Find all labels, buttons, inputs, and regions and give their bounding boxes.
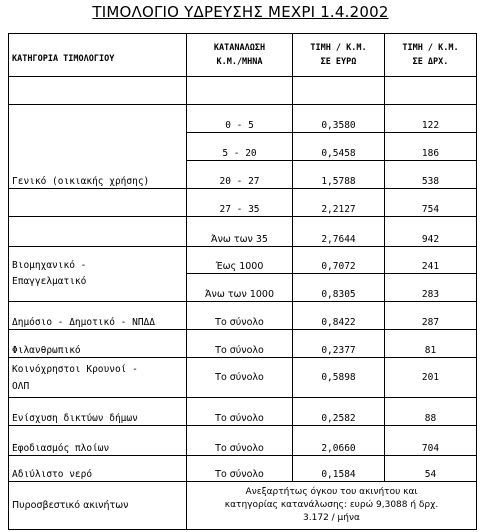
price-drx-cell: 122 — [385, 105, 477, 133]
price-drx-cell: 283 — [385, 274, 477, 302]
range-cell: Το σύνολο — [187, 330, 293, 358]
table-row — [9, 217, 477, 247]
empty-cell — [293, 77, 385, 105]
category-public-taps-line2: ΟΛΠ — [12, 380, 30, 392]
table-row — [9, 302, 477, 330]
price-drx-cell: 186 — [385, 133, 477, 161]
price-drx-cell: 287 — [385, 302, 477, 330]
header-price-eur — [293, 34, 385, 77]
price-eur-cell: 0,7072 — [293, 247, 385, 274]
price-drx-cell: 81 — [385, 330, 477, 358]
range-cell: 27 - 35 — [187, 189, 293, 217]
fire-note-line1: Ανεξαρτήτως όγκου του ακινήτου και — [245, 487, 418, 497]
category-general: Γενικό (οικιακής χρήσης) — [9, 105, 187, 189]
price-eur-cell: 0,5898 — [293, 358, 385, 398]
table-row — [9, 189, 477, 217]
range-cell: Το σύνολο — [187, 426, 293, 456]
category-public-taps — [9, 358, 187, 398]
header-price-eur-line2: ΣΕ ΕΥΡΩ — [320, 57, 357, 67]
empty-cell — [9, 189, 187, 217]
price-eur-cell: 0,2582 — [293, 398, 385, 426]
price-eur-cell: 2,0660 — [293, 426, 385, 456]
table-header-row — [9, 34, 477, 77]
price-drx-cell: 88 — [385, 398, 477, 426]
fire-protection-note — [187, 482, 477, 530]
price-eur-cell: 0,2377 — [293, 330, 385, 358]
price-eur-cell: 0,3580 — [293, 105, 385, 133]
price-eur-cell: 2,2127 — [293, 189, 385, 217]
price-drx-cell: 201 — [385, 358, 477, 398]
table-row — [9, 358, 477, 398]
category-industrial — [9, 247, 187, 302]
category-ship-supply: Εφοδιασμός πλοίων — [9, 426, 187, 456]
empty-cell — [9, 77, 187, 105]
header-price-drx-line2: ΣΕ ΔΡΧ. — [412, 57, 449, 67]
range-cell: Το σύνολο — [187, 302, 293, 330]
category-charity: Φιλανθρωπικό — [9, 330, 187, 358]
range-cell: 5 - 20 — [187, 133, 293, 161]
range-cell: Το σύνολο — [187, 456, 293, 482]
header-consumption-line1: ΚΑΤΑΝΑΛΩΣΗ — [213, 43, 266, 53]
price-drx-cell: 704 — [385, 426, 477, 456]
category-network-support: Ενίσχυση δικτύων δήμων — [9, 398, 187, 426]
fire-note-line2: κατηγορίας κατανάλωσης: ευρώ 9,3088 ή δρχ. — [224, 500, 439, 510]
price-eur-cell: 0,8422 — [293, 302, 385, 330]
range-cell: Άνω των 35 — [187, 217, 293, 247]
header-consumption — [187, 34, 293, 77]
table-row — [9, 105, 477, 133]
category-industrial-line2: Επαγγελματικό — [12, 276, 87, 287]
table-row — [9, 330, 477, 358]
price-eur-cell: 0,1584 — [293, 456, 385, 482]
table-row — [9, 398, 477, 426]
price-drx-cell: 241 — [385, 247, 477, 274]
table-row — [9, 456, 477, 482]
header-price-drx-line1: ΤΙΜΗ / Κ.Μ. — [402, 43, 459, 53]
empty-cell — [187, 77, 293, 105]
price-drx-cell: 54 — [385, 456, 477, 482]
header-price-eur-line1: ΤΙΜΗ / Κ.Μ. — [310, 43, 367, 53]
table-row — [9, 482, 477, 530]
tariff-table — [8, 33, 477, 530]
category-public: Δημόσιο - Δημοτικό - ΝΠΔΔ — [9, 302, 187, 330]
header-category: ΚΑΤΗΓΟΡΙΑ ΤΙΜΟΛΟΓΙΟΥ — [9, 34, 187, 77]
price-drx-cell: 942 — [385, 217, 477, 247]
price-drx-cell: 754 — [385, 189, 477, 217]
table-row — [9, 247, 477, 274]
range-cell: Άνω των 1000 — [187, 274, 293, 302]
category-raw-water: Αδιύλιστο νερό — [9, 456, 187, 482]
price-eur-cell: 1,5788 — [293, 161, 385, 189]
document-title: ΤΙΜΟΛΟΓΙΟ ΥΔΡΕΥΣΗΣ ΜΕΧΡΙ 1.4.2002 — [92, 3, 389, 21]
empty-cell — [385, 77, 477, 105]
spacer-row — [9, 77, 477, 105]
range-cell: Το σύνολο — [187, 398, 293, 426]
category-fire-protection: Πυροσβεστικό ακινήτων — [9, 482, 187, 530]
fire-note-line3: 3.172 / μήνα — [303, 513, 360, 523]
range-cell: 20 - 27 — [187, 161, 293, 189]
price-drx-cell: 538 — [385, 161, 477, 189]
table-row — [9, 426, 477, 456]
price-eur-cell: 2,7644 — [293, 217, 385, 247]
range-cell: 0 - 5 — [187, 105, 293, 133]
price-eur-cell: 0,8305 — [293, 274, 385, 302]
header-consumption-line2: Κ.Μ./ΜΗΝΑ — [216, 57, 263, 67]
empty-cell — [9, 217, 187, 247]
category-industrial-line1: Βιομηχανικό - — [12, 260, 87, 271]
price-eur-cell: 0,5458 — [293, 133, 385, 161]
category-public-taps-line1: Κοινόχρηστοι Κρουνοί - — [12, 363, 138, 375]
header-price-drx — [385, 34, 477, 77]
range-cell: Το σύνολο — [187, 358, 293, 398]
range-cell: Έως 1000 — [187, 247, 293, 274]
